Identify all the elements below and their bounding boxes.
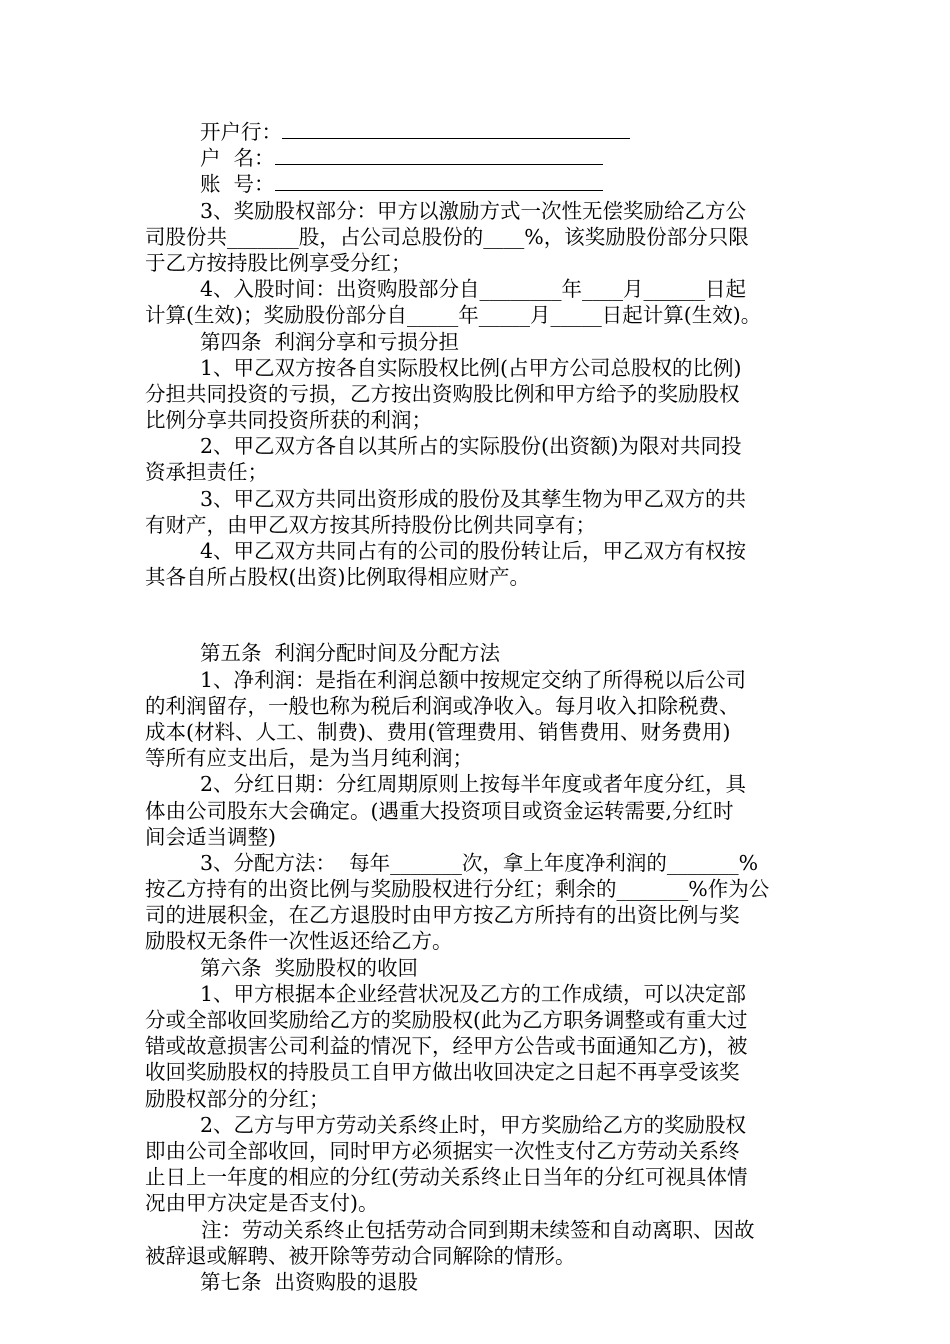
- article-7-title: 第七条 出资购股的退股: [200, 1269, 419, 1294]
- paragraph-line: 分担共同投资的亏损，乙方按出资购股比例和甲方给予的奖励股权: [145, 381, 740, 406]
- paragraph-line: 3、甲乙双方共同出资形成的股份及其孳生物为甲乙双方的共: [200, 486, 747, 511]
- bank-line: [145, 119, 815, 145]
- paragraph-line: 成本(材料、人工、制费)、费用(管理费用、销售费用、财务费用): [145, 719, 731, 744]
- paragraph-line: 1、净利润：是指在利润总额中按规定交纳了所得税以后公司: [200, 667, 747, 692]
- paragraph-line: 等所有应支出后，是为当月纯利润；: [145, 746, 473, 771]
- paragraph-line: 4、入股时间：出资购股部分自________年____月______日起: [200, 277, 747, 302]
- paragraph-line: 励股权无条件一次性返还给乙方。: [145, 929, 453, 954]
- paragraph-line: 收回奖励股权的持股员工自甲方做出收回决定之日起不再享受该奖: [145, 1060, 740, 1085]
- paragraph-line: 司的进展积金，在乙方退股时由甲方按乙方所持有的出资比例与奖: [145, 903, 740, 928]
- article-6-title: 第六条 奖励股权的收回: [200, 955, 419, 980]
- section-gap: [145, 590, 815, 640]
- paragraph-line: 的利润留存，一般也称为税后利润或净收入。每月收入扣除税费、: [145, 693, 740, 718]
- paragraph-line: 比例分享共同投资所获的利润；: [145, 408, 432, 433]
- open-bank-label: 开户行：: [200, 120, 282, 144]
- note-line: 注：劳动关系终止包括劳动合同到期未续签和自动离职、因故: [201, 1217, 755, 1242]
- paragraph-line: 励股权部分的分红；: [145, 1086, 330, 1111]
- article-5-title: 第五条 利润分配时间及分配方法: [200, 641, 501, 666]
- open-bank-blank: [282, 120, 630, 139]
- paragraph-line: 2、甲乙双方各自以其所占的实际股份(出资额)为限对共同投: [200, 434, 742, 459]
- paragraph-line: 1、甲方根据本企业经营状况及乙方的工作成绩，可以决定部: [200, 981, 747, 1006]
- paragraph-line: 其各自所占股权(出资)比例取得相应财产。: [145, 565, 530, 590]
- paragraph-line: 2、乙方与甲方劳动关系终止时，甲方奖励给乙方的奖励股权: [200, 1112, 747, 1137]
- paragraph-line: 2、分红日期：分红周期原则上按每半年度或者年度分红，具: [200, 772, 747, 797]
- paragraph-line: 止日上一年度的相应的分红(劳动关系终止日当年的分红可视具体情: [145, 1165, 748, 1190]
- account-name-label: 户 名：: [200, 146, 275, 171]
- account-no-line: [145, 171, 815, 197]
- paragraph-line: 间会适当调整): [145, 824, 276, 849]
- paragraph-line: 按乙方持有的出资比例与奖励股权进行分红；剩余的_______%作为公: [145, 877, 770, 902]
- paragraph-line: 司股份共_______股，占公司总股份的____%，该奖励股份部分只限: [145, 224, 749, 249]
- account-no-label: 账 号：: [200, 172, 275, 197]
- paragraph-line: 3、分配方法： 每年_______次，拿上年度净利润的_______%: [200, 850, 759, 875]
- paragraph-line: 体由公司股东大会确定。(遇重大投资项目或资金运转需要,分红时: [145, 798, 734, 823]
- account-name-line: [145, 145, 815, 171]
- contract-page: [145, 119, 815, 1295]
- paragraph-line: 分或全部收回奖励给乙方的奖励股权(此为乙方职务调整或有重大过: [145, 1008, 748, 1032]
- paragraph-line: 错或故意损害公司利益的情况下，经甲方公告或书面通知乙方)，被: [145, 1034, 748, 1059]
- account-name-blank: [275, 146, 603, 165]
- paragraph-line: 4、甲乙双方共同占有的公司的股份转让后，甲乙双方有权按: [200, 539, 747, 563]
- paragraph-line: 3、奖励股权部分：甲方以激励方式一次性无偿奖励给乙方公: [200, 198, 747, 223]
- paragraph-line: 即由公司全部收回，同时甲方必须据实一次性支付乙方劳动关系终: [145, 1138, 740, 1163]
- paragraph-line: 况由甲方决定是否支付)。: [145, 1191, 379, 1216]
- note-line: 被辞退或解聘、被开除等劳动合同解除的情形。: [145, 1243, 576, 1268]
- article-4-title: 第四条 利润分享和亏损分担: [200, 329, 460, 354]
- paragraph-line: 1、甲乙双方按各自实际股权比例(占甲方公司总股权的比例): [200, 355, 742, 380]
- paragraph-line: 有财产，由甲乙双方按其所持股份比例共同享有；: [145, 512, 596, 537]
- account-no-blank: [275, 172, 603, 191]
- paragraph-line: 于乙方按持股比例享受分红；: [145, 250, 412, 275]
- paragraph-line: 计算(生效)；奖励股份部分自_____年_____月_____日起计算(生效)。: [145, 303, 762, 328]
- paragraph-line: 资承担责任；: [145, 460, 268, 485]
